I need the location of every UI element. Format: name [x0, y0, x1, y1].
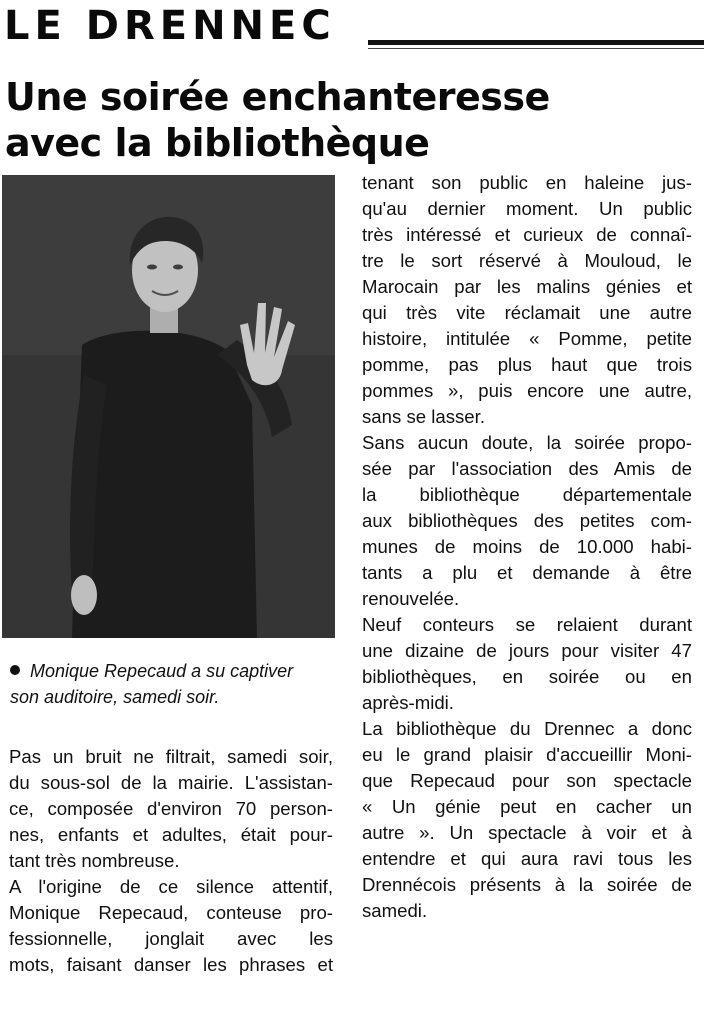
- headline-line: avec la bibliothèque: [5, 121, 430, 165]
- body-line: fessionnelle, jonglait avec les: [9, 928, 333, 949]
- body-line: Sans aucun doute, la soirée propo-: [362, 432, 692, 453]
- body-line: nes, enfants et adultes, était pour-: [9, 824, 333, 845]
- body-line: histoire, intitulée « Pomme, petite: [362, 328, 692, 349]
- section-kicker: LE DRENNEC: [4, 3, 336, 49]
- caption-text: Monique Repecaud a su captiver: [30, 661, 294, 681]
- body-line: du sous-sol de la mairie. L'assistan-: [9, 772, 333, 793]
- article-column-right: [362, 170, 692, 924]
- article-headline: [5, 74, 705, 166]
- body-line: tre le sort réservé à Mouloud, le: [362, 250, 692, 271]
- body-line: Marocain par les malins génies et: [362, 276, 692, 297]
- kicker-rule: [368, 40, 704, 45]
- body-line: La bibliothèque du Drennec a donc: [362, 718, 692, 739]
- body-line: Drennécois présents à la soirée de: [362, 874, 692, 895]
- body-line: la bibliothèque départementale: [362, 484, 692, 505]
- body-line: ce, composée d'environ 70 person-: [9, 798, 333, 819]
- body-line: tants a plu et demande à être: [362, 562, 692, 583]
- body-line: qui très vite réclamait une autre: [362, 302, 692, 323]
- body-line: très intéressé et curieux de connaî-: [362, 224, 692, 245]
- body-line: munes de moins de 10.000 habi-: [362, 536, 692, 557]
- body-line: « Un génie peut en cacher un: [362, 796, 692, 817]
- body-line: tenant son public en haleine jus-: [362, 172, 692, 193]
- photo-caption: [10, 658, 340, 710]
- body-line: que Repecaud pour son spectacle: [362, 770, 692, 791]
- body-line: mots, faisant danser les phrases et: [9, 954, 333, 975]
- body-line: A l'origine de ce silence attentif,: [9, 876, 333, 897]
- body-line: autre ». Un spectacle à voir et à: [362, 822, 692, 843]
- body-line: après-midi.: [362, 692, 454, 713]
- body-line: Neuf conteurs se relaient durant: [362, 614, 692, 635]
- article-photo: [2, 175, 335, 638]
- kicker-rule-thin: [368, 48, 704, 49]
- body-line: pomme, pas plus haut que trois: [362, 354, 692, 375]
- body-line: une dizaine de jours pour visiter 47: [362, 640, 692, 661]
- body-line: qu'au dernier moment. Un public: [362, 198, 692, 219]
- caption-line: [10, 658, 340, 684]
- caption-bullet-icon: [10, 665, 20, 675]
- caption-line: son auditoire, samedi soir.: [10, 687, 220, 707]
- article-column-left: [9, 744, 333, 978]
- headline-line: Une soirée enchanteresse: [5, 75, 550, 119]
- body-line: renouvelée.: [362, 588, 460, 609]
- body-line: pommes », puis encore une autre,: [362, 380, 692, 401]
- body-line: sans se lasser.: [362, 406, 485, 427]
- body-line: Monique Repecaud, conteuse pro-: [9, 902, 333, 923]
- body-line: tant très nombreuse.: [9, 850, 180, 871]
- body-line: eu le grand plaisir d'accueillir Moni-: [362, 744, 692, 765]
- body-line: sée par l'association des Amis de: [362, 458, 692, 479]
- body-line: aux bibliothèques des petites com-: [362, 510, 692, 531]
- body-line: samedi.: [362, 900, 428, 921]
- body-line: entendre et qui aura ravi tous les: [362, 848, 692, 869]
- storyteller-photo-image: [2, 175, 335, 638]
- body-line: Pas un bruit ne filtrait, samedi soir,: [9, 746, 333, 767]
- body-line: bibliothèques, en soirée ou en: [362, 666, 692, 687]
